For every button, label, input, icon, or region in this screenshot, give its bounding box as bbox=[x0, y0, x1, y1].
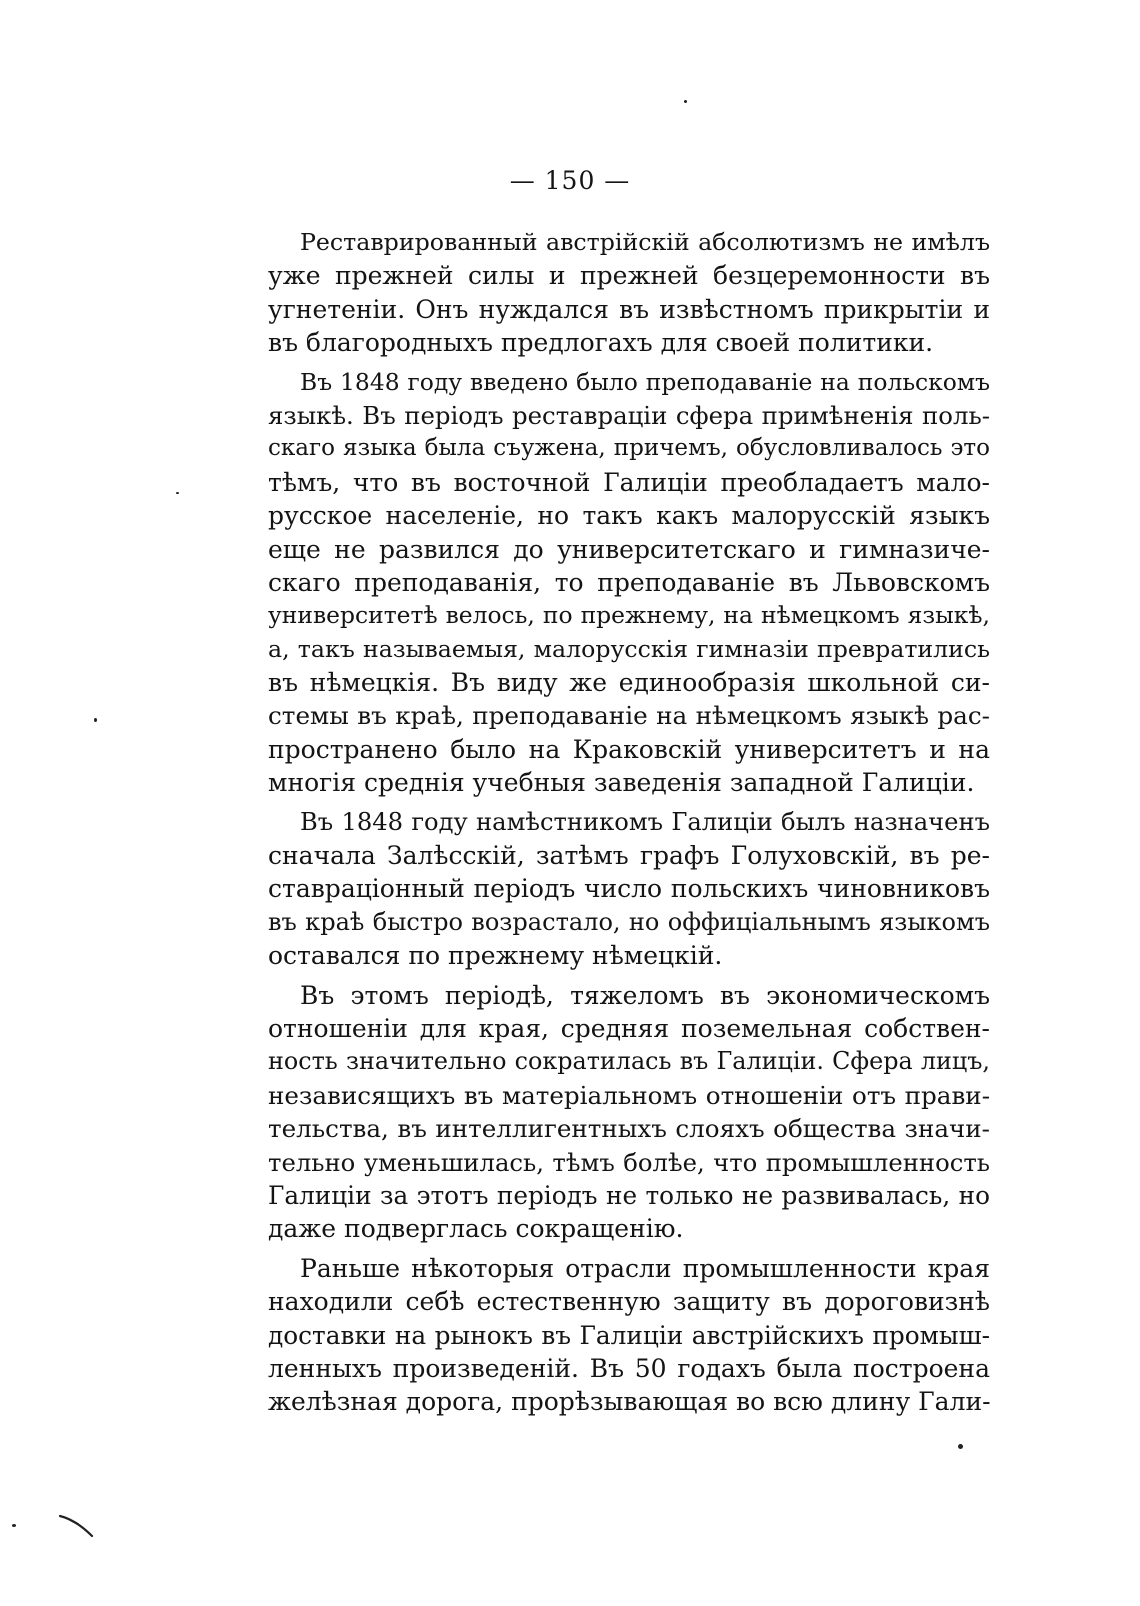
paragraph bbox=[268, 226, 990, 360]
text-line: русское населеніе, но такъ какъ малорусскій языкъ bbox=[268, 501, 990, 531]
text-line: скаго преподаванія, то преподаваніе въ Львовскомъ bbox=[268, 567, 990, 597]
text-line: желѣзная дорога, прорѣзывающая во всю длину Гали- bbox=[268, 1387, 991, 1417]
text-line: еще не развился до университетскаго и гимназиче- bbox=[268, 534, 990, 564]
paragraph bbox=[268, 1252, 990, 1419]
text-line: Галиціи за этотъ періодъ не только не развивалась, но bbox=[268, 1180, 990, 1210]
scan-mark bbox=[58, 1512, 98, 1542]
text-line: угнетеніи. Онъ нуждался въ извѣстномъ прикрытіи и bbox=[268, 294, 990, 324]
text-line: Въ 1848 году намѣстникомъ Галиціи былъ назначенъ bbox=[300, 807, 990, 836]
scan-speck bbox=[684, 100, 687, 103]
text-line: Реставрированный австрійскій абсолютизмъ не имѣлъ bbox=[300, 228, 990, 256]
text-line: находили себѣ естественную защиту въ дороговизнѣ bbox=[268, 1287, 990, 1317]
text-line: отношеніи для края, средняя поземельная собствен- bbox=[268, 1013, 990, 1043]
text-line: ленныхъ произведеній. Въ 50 годахъ была построена bbox=[268, 1353, 990, 1383]
text-line: а, такъ называемыя, малорусскія гимназіи превратились bbox=[268, 634, 990, 663]
text-line: доставки на рынокъ въ Галиціи австрійскихъ промыш- bbox=[268, 1320, 990, 1350]
text-line: Раньше нѣкоторыя отрасли промышленности края bbox=[300, 1253, 990, 1283]
text-line: оставался по прежнему нѣмецкій. bbox=[268, 941, 723, 971]
body-text bbox=[268, 226, 990, 1419]
text-line: Въ 1848 году введено было преподаваніе на польскомъ bbox=[300, 367, 990, 396]
text-line: тельно уменьшилась, тѣмъ болѣе, что промышленность bbox=[268, 1147, 990, 1177]
page-number: — 150 — bbox=[509, 166, 631, 195]
text-line: независящихъ въ матеріальномъ отношеніи отъ прави- bbox=[268, 1080, 990, 1110]
text-line: стемы въ краѣ, преподаваніе на нѣмецкомъ языкѣ рас- bbox=[268, 701, 990, 731]
text-line: скаго языка была съужена, причемъ, обусловливалось это bbox=[268, 435, 990, 462]
scan-speck bbox=[958, 1444, 963, 1449]
text-line: университетѣ велось, по прежнему, на нѣмецкомъ языкѣ, bbox=[268, 601, 990, 630]
text-line: тѣмъ, что въ восточной Галиціи преобладаетъ мало- bbox=[268, 467, 990, 497]
scan-speck bbox=[94, 718, 97, 722]
text-line: сначала Залѣсскій, затѣмъ графъ Голуховскій, въ ре- bbox=[268, 841, 990, 871]
paragraph bbox=[268, 979, 990, 1246]
text-line: въ нѣмецкія. Въ виду же единообразія школьной си- bbox=[268, 668, 990, 698]
text-line: пространено было на Краковскій университетъ и на bbox=[268, 734, 990, 764]
text-line: ставраціонный періодъ число польскихъ чиновниковъ bbox=[268, 874, 990, 904]
text-line: тельства, въ интеллигентныхъ слояхъ общества значи- bbox=[268, 1114, 990, 1144]
text-line: многія среднія учебныя заведенія западной Галиціи. bbox=[268, 768, 975, 798]
scan-speck bbox=[176, 492, 179, 494]
text-line: въ благородныхъ предлогахъ для своей политики. bbox=[268, 328, 934, 358]
text-line: Въ этомъ періодѣ, тяжеломъ въ экономическомъ bbox=[300, 980, 990, 1010]
paragraph bbox=[268, 806, 990, 973]
paragraph bbox=[268, 366, 990, 800]
scan-speck bbox=[12, 1524, 16, 1527]
text-line: ность значительно сократилась въ Галиціи. Сфера лицъ, bbox=[268, 1047, 990, 1076]
text-line: языкѣ. Въ періодъ реставраціи сфера примѣненія поль- bbox=[268, 400, 990, 430]
text-line: даже подверглась сокращенію. bbox=[268, 1214, 684, 1244]
text-line: уже прежней силы и прежней безцеремонности въ bbox=[268, 261, 990, 291]
text-line: въ краѣ быстро возрастало, но оффиціальнымъ языкомъ bbox=[268, 907, 990, 936]
